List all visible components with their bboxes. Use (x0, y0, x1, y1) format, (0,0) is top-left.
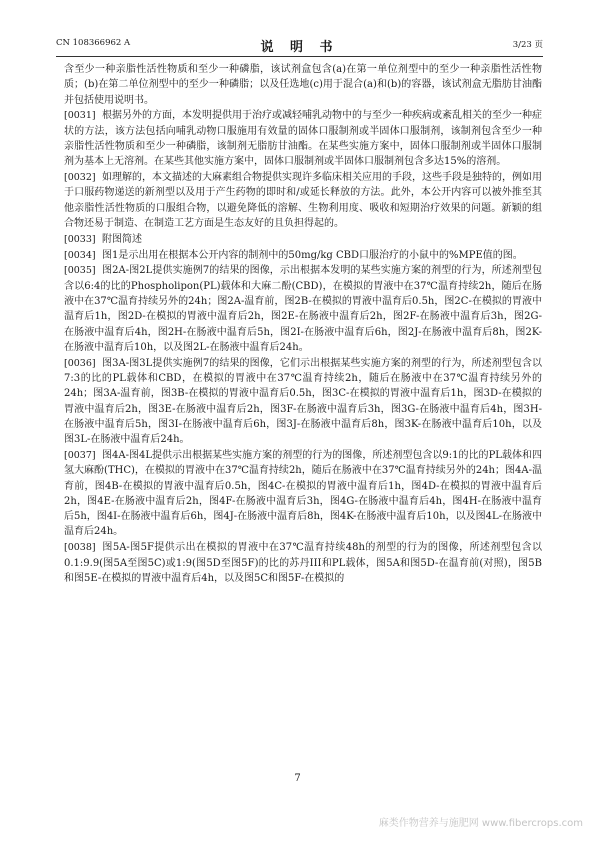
paragraph-0036 (64, 356, 542, 448)
page-number: 7 (294, 773, 301, 784)
paragraph-0035 (64, 263, 542, 355)
paragraph-number: [0037] (64, 449, 96, 461)
intro-paragraph: 含至少一种亲脂性活性物质和至少一种磷脂，该试剂盒包含(a)在第一单位剂型中的至少一种亲脂性活性物质；(b)在第二单位剂型中的至少一种磷脂；以及任选地(c)用于混合(a)和(b)的容器，该试剂盒无脂肪甘油酯并包括使用说明书。 (64, 64, 542, 106)
paragraph-text: 如理解的，本文描述的大麻素组合物提供实现许多临床相关应用的手段，这些手段是独特的，例如用于口服药物递送的新剂型以及用于产生药物的即时和/或延长释放的方法。此外，本公开内容可以被外推至其他亲脂性活性物质的口服组合物，以避免降低的溶解、生物利用度、吸收和短期治疗效果的问题。新颖的组合物还易于制造、在制造工艺方面是生态友好的且负担得起的。 (64, 172, 542, 229)
paragraph-text: 图5A-图5F提供示出在模拟的胃液中在37℃温育持续48h的剂型的行为的图像，所述剂型包含以0.1:9.9(图5A至图5C)或1:9(图5D至图5F)的比的苏丹III和PL载体，图5A和图5D-在温育前(对照)，图5B和图5E-在模拟的胃液中温育后4h，以及图5C和图5F-在模拟的 (64, 542, 542, 584)
header-rule (56, 56, 543, 57)
paragraph-number: [0035] (64, 265, 96, 277)
paragraph-0033 (64, 232, 542, 247)
paragraph-number: [0034] (64, 249, 96, 261)
paragraph-number: [0033] (64, 233, 96, 245)
paragraph-0032 (64, 170, 542, 231)
document-title: 说 明 书 (260, 40, 339, 55)
paragraph-0038 (64, 540, 542, 586)
section-heading: 附图简述 (102, 233, 142, 245)
paragraph-number: [0036] (64, 357, 96, 369)
paragraph-text: 图4A-图4L提供示出根据某些实施方案的剂型的行为的图像，所述剂型包含以9:1的比的PL载体和四氢大麻酚(THC)，在模拟的胃液中在37℃温育持续2h，随后在肠液中在37℃温育持续另外的24h；图4A-温育前，图4B-在模拟的胃液中温育后0.5h，图4C-在模拟的胃液中温育后1h，图4D-在模拟的胃液中温育后2h，图4E-在肠液中温育后2h，图4F-在肠液中温育后3h，图4G-在肠液中温育后4h，图4H-在肠液中温育后5h，图4I-在肠液中温育后6h，图4J-在肠液中温育后8h，图4K-在肠液中温育后10h，以及图4L-在肠液中温育后24h。 (64, 449, 542, 538)
paragraph-text: 根据另外的方面，本发明提供用于治疗或减轻哺乳动物中的与至少一种疾病或紊乱相关的至少一种症状的方法，该方法包括向哺乳动物口服施用有效量的固体口服制剂或半固体口服制剂，该制剂包含至少一种亲脂性活性物质和至少一种磷脂，该制剂无脂肪甘油酯。在某些实施方案中，固体口服制剂或半固体口服制剂为基本上无溶剂。在某些其他实施方案中，固体口服制剂或半固体口服制剂包含多达15%的溶剂。 (64, 110, 542, 168)
page-of-total: 3/23 页 (512, 40, 543, 50)
paragraph-number: [0038] (64, 542, 96, 554)
paragraph-text: 图2A-图2L提供实施例7的结果的图像，示出根据本发明的某些实施方案的剂型的行为，所述剂型包含以6:4的比的Phospholipon(PL)载体和大麻二酚(CBD)，在模拟的胃液中在37℃温育持续2h，随后在肠液中在37℃温育持续另外的24h；图2A-温育前，图2B-在模拟的胃液中温育后0.5h，图2C-在模拟的胃液中温育后1h，图2D-在模拟的胃液中温育后2h，图2E-在肠液中温育后2h，图2F-在肠液中温育后3h，图2G-在肠液中温育后4h，图2H-在肠液中温育后5h，图2I-在肠液中温育后6h，图2J-在肠液中温育后8h，图2K-在肠液中温育后10h，以及图2L-在肠液中温育后24h。 (64, 265, 542, 353)
paragraph-0034 (64, 248, 542, 263)
paragraph-text: 图3A-图3L提供实施例7的结果的图像，它们示出根据某些实施方案的剂型的行为，所述剂型包含以7:3的比的PL载体和CBD，在模拟的胃液中在37℃温育持续2h，随后在肠液中在37℃温育持续另外的24h；图3A-温育前，图3B-在模拟的胃液中温育后0.5h，图3C-在模拟的胃液中温育后1h，图3D-在模拟的胃液中温育后2h，图3E-在肠液中温育后2h，图3F-在肠液中温育后3h，图3G-在肠液中温育后4h，图3H-在肠液中温育后5h，图3I-在肠液中温育后6h，图3J-在肠液中温育后8h，图3K-在肠液中温育后10h，以及图3L-在肠液中温育后24h。 (64, 357, 542, 446)
publication-number: CN 108366962 A (56, 38, 131, 48)
paragraph-number: [0032] (64, 172, 96, 184)
paragraph-text: 图1是示出用在根据本公开内容的制剂中的50mg/kg CBD口服治疗的小鼠中的%MPE值的图。 (102, 249, 523, 261)
paragraph-0037 (64, 448, 542, 540)
site-watermark: 麻类作物营养与施肥网 www.fibercrops.com (378, 818, 583, 829)
page-header (56, 36, 543, 55)
document-body (64, 62, 542, 587)
paragraph-0031 (64, 108, 542, 169)
paragraph-number: [0031] (64, 110, 96, 122)
